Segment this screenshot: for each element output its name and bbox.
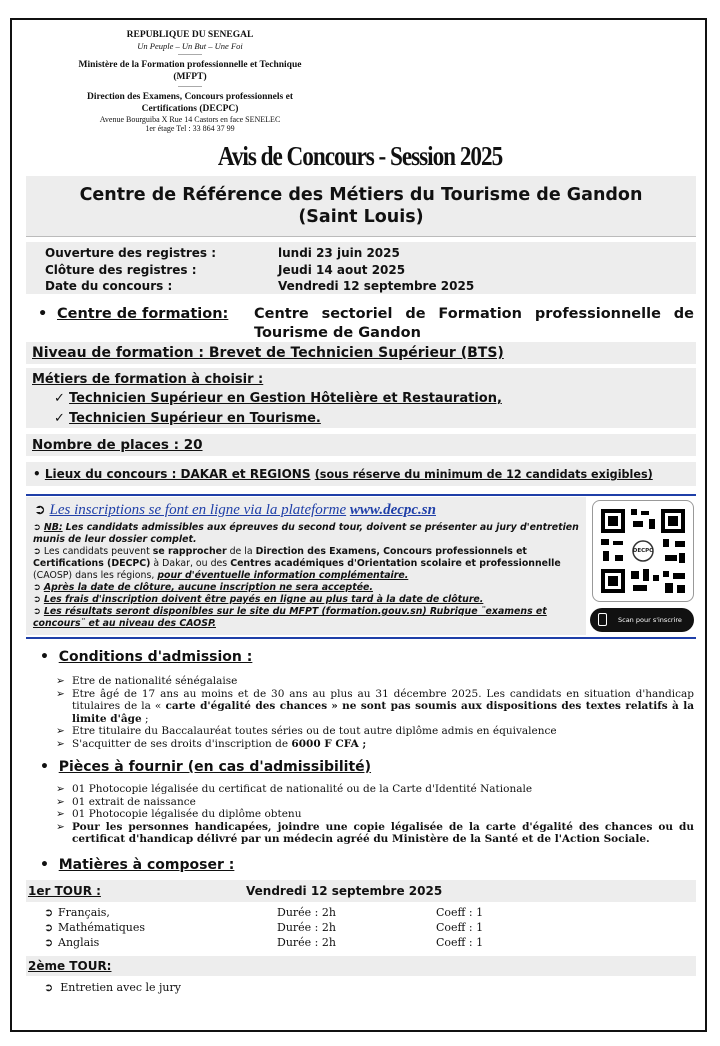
- bullet: •: [38, 306, 48, 322]
- piece-item: ➢ 01 Photocopie légalisée du certificat de nationalité ou de la Carte d'Identité Nationale: [56, 783, 533, 795]
- tour2-label: 2ème TOUR:: [28, 959, 112, 973]
- arrow-icon: ➢: [56, 783, 65, 795]
- ministry: Ministère de la Formation professionnelle et Technique (MFPT): [78, 60, 302, 82]
- centre-box: [26, 176, 696, 237]
- conditions-heading: • Conditions d'admission :: [40, 649, 253, 665]
- arrow-icon: ➲: [44, 921, 54, 934]
- separator: ------------: [178, 52, 202, 58]
- republic: REPUBLIQUE DU SENEGAL: [126, 30, 254, 40]
- centre-name: Centre de Référence des Métiers du Tourisme de Gandon: [79, 185, 643, 205]
- arrow-icon: ➢: [56, 737, 65, 750]
- condition-item: ➢ Etre de nationalité sénégalaise: [56, 675, 238, 687]
- direction: Direction des Examens, Concours professionnels et Certifications (DECPC): [86, 92, 293, 114]
- notice-title: Avis de Concours - Session 2025: [217, 141, 503, 171]
- inscriptions-notes: [33, 522, 584, 630]
- address: Avenue Bourguiba X Rue 14 Castors en face SENELEC: [99, 115, 281, 124]
- subject-coeff: Coeff : 1: [436, 921, 484, 934]
- pieces-list: [56, 783, 694, 846]
- conditions-title: Conditions d'admission :: [58, 649, 253, 665]
- arrow-icon: ➢: [56, 808, 65, 821]
- subject-duration: Durée : 2h: [277, 906, 336, 919]
- results-note: ➲ Les résultats seront disponibles sur le site du MFPT (formation.gouv.sn) Rubrique ¨examens et concours¨ et au niveau des CAOSP.: [33, 606, 547, 629]
- tour1-date: Vendredi 12 septembre 2025: [246, 884, 443, 898]
- centre-formation-label: Centre de formation:: [57, 306, 229, 322]
- pieces-heading: • Pièces à fournir (en cas d'admissibilité): [40, 759, 372, 775]
- tour1-subjects: [44, 905, 504, 950]
- closing-value: Jeudi 14 aout 2025: [278, 262, 406, 277]
- qr-code[interactable]: [592, 500, 694, 602]
- niveau-formation: Niveau de formation : Brevet de Technicien Supérieur (BTS): [32, 345, 504, 361]
- motto: Un Peuple – Un But – Une Foi: [137, 41, 243, 51]
- subject-name: Français,: [58, 906, 110, 919]
- opening-label: Ouverture des registres :: [45, 246, 216, 260]
- phone: 1er étage Tel : 33 864 37 99: [145, 124, 235, 133]
- subject-row: [44, 920, 504, 935]
- subject-coeff: Coeff : 1: [436, 906, 484, 919]
- condition-item: ➢ S'acquitter de ses droits d'inscription de 6000 F CFA ;: [56, 737, 367, 750]
- subject-row: [44, 905, 504, 920]
- arrow-icon: ➢: [56, 687, 65, 700]
- arrow-icon: ➲: [33, 606, 44, 617]
- lieux: • Lieux du concours : DAKAR et REGIONS (sous réserve du minimum de 12 candidats exigibles): [33, 467, 653, 481]
- arrow-icon: ➲: [33, 522, 44, 533]
- arrow-icon: ➲: [33, 582, 44, 593]
- centre-formation-value-2: Tourisme de Gandon: [254, 325, 421, 341]
- closing-label: Clôture des registres :: [45, 262, 197, 277]
- condition-item: ➢ Etre âgé de 17 ans au moins et de 30 ans au plus au 31 décembre 2025. Les candidats en situation d'handicap titulaires de la « carte d'égalité des chances » ne sont pas soumis aux dispositions des textes relatifs à la limite d'âge ;: [56, 687, 694, 725]
- centre-formation-value-1: Centre sectoriel de Formation professionnelle de: [254, 306, 694, 322]
- contact-note: ➲ Les candidats peuvent se rapprocher de la Direction des Examens, Concours professionnels et Certifications (DECPC) à Dakar, ou des Centres académiques d'Orientation scolaire et professionnelle (CAOSP) dans les régions, pour d'éventuelle information complémentaire.: [33, 546, 561, 581]
- arrow-icon: ➲: [33, 546, 44, 557]
- arrow-icon: ➲: [44, 936, 54, 949]
- scan-button[interactable]: [590, 608, 694, 632]
- matieres-heading: • Matières à composer :: [40, 857, 235, 873]
- tour2-item: ➲ Entretien avec le jury: [44, 981, 181, 994]
- metiers-label: Métiers de formation à choisir :: [32, 372, 264, 387]
- piece-item: ➢ 01 Photocopie légalisée du diplôme obtenu: [56, 808, 302, 821]
- qr-logo-text: DECPC: [632, 548, 654, 554]
- separator: ------------: [178, 84, 202, 90]
- tour2-band: [26, 956, 696, 976]
- platform-link[interactable]: www.decpc.sn: [349, 502, 436, 518]
- arrow-icon: ➢: [56, 675, 65, 687]
- subject-duration: Durée : 2h: [277, 921, 336, 934]
- phone-icon: [598, 613, 607, 626]
- nb-note: ➲ NB: Les candidats admissibles aux épreuves du second tour, doivent se présenter au jury d'entretien munis de leur dossier complet.: [33, 522, 579, 545]
- arrow-icon: ➲: [34, 502, 46, 518]
- piece-item: ➢ Pour les personnes handicapées, joindre une copie légalisée de la carte d'égalité des chances ou du certificat d'handicap délivré par un médecin agréé du Ministère de la Santé et de l'Action Sociale.: [56, 820, 694, 846]
- closing-note: ➲ Après la date de clôture, aucune inscription ne sera acceptée.: [33, 582, 373, 593]
- matieres-title: Matières à composer :: [58, 857, 235, 873]
- arrow-icon: ➢: [56, 820, 65, 833]
- subject-name: Anglais: [58, 936, 100, 949]
- subject-coeff: Coeff : 1: [436, 936, 484, 949]
- arrow-icon: ➲: [44, 906, 54, 919]
- tour1-label: 1er TOUR :: [28, 884, 101, 898]
- arrow-icon: ➲: [33, 594, 44, 605]
- piece-item: ➢ 01 extrait de naissance: [56, 795, 196, 808]
- condition-item: ➢ Etre titulaire du Baccalauréat toutes séries ou de tout autre diplôme admis en équivalence: [56, 725, 557, 738]
- fees-note: ➲ Les frais d'inscription doivent être payés en ligne au plus tard à la date de clôture.: [33, 594, 484, 605]
- pieces-title: Pièces à fournir (en cas d'admissibilité): [58, 759, 372, 775]
- lieux-text: Lieux du concours : DAKAR et REGIONS: [44, 467, 311, 481]
- metiers-list: [54, 389, 502, 429]
- metier-item: ✓ Technicien Supérieur en Tourisme.: [54, 411, 321, 426]
- scan-label: Scan pour s'inscrire: [618, 616, 682, 624]
- subject-duration: Durée : 2h: [277, 936, 336, 949]
- divider-top: [26, 494, 696, 496]
- arrow-icon: ➢: [56, 725, 65, 738]
- lieux-note: (sous réserve du minimum de 12 candidats exigibles): [314, 468, 653, 481]
- centre-city: (Saint Louis): [298, 207, 424, 227]
- date-values: [278, 245, 474, 295]
- opening-value: lundi 23 juin 2025: [278, 246, 400, 260]
- nombre-places: Nombre de places : 20: [32, 437, 203, 453]
- metier-item: ✓ Technicien Supérieur en Gestion Hôtelière et Restauration,: [54, 391, 502, 406]
- arrow-icon: ➲: [44, 981, 54, 994]
- arrow-icon: ➢: [56, 795, 65, 808]
- subject-name: Mathématiques: [58, 921, 146, 934]
- conditions-list: [56, 675, 694, 751]
- date-labels: [45, 245, 216, 295]
- exam-date-label: Date du concours :: [45, 279, 173, 293]
- exam-date-value: Vendredi 12 septembre 2025: [278, 279, 475, 293]
- inscriptions-headline: ➲ Les inscriptions se font en ligne via la plateforme www.decpc.sn: [34, 502, 436, 518]
- letterhead: [70, 30, 310, 133]
- subject-row: [44, 935, 504, 950]
- divider-bottom: [26, 637, 696, 639]
